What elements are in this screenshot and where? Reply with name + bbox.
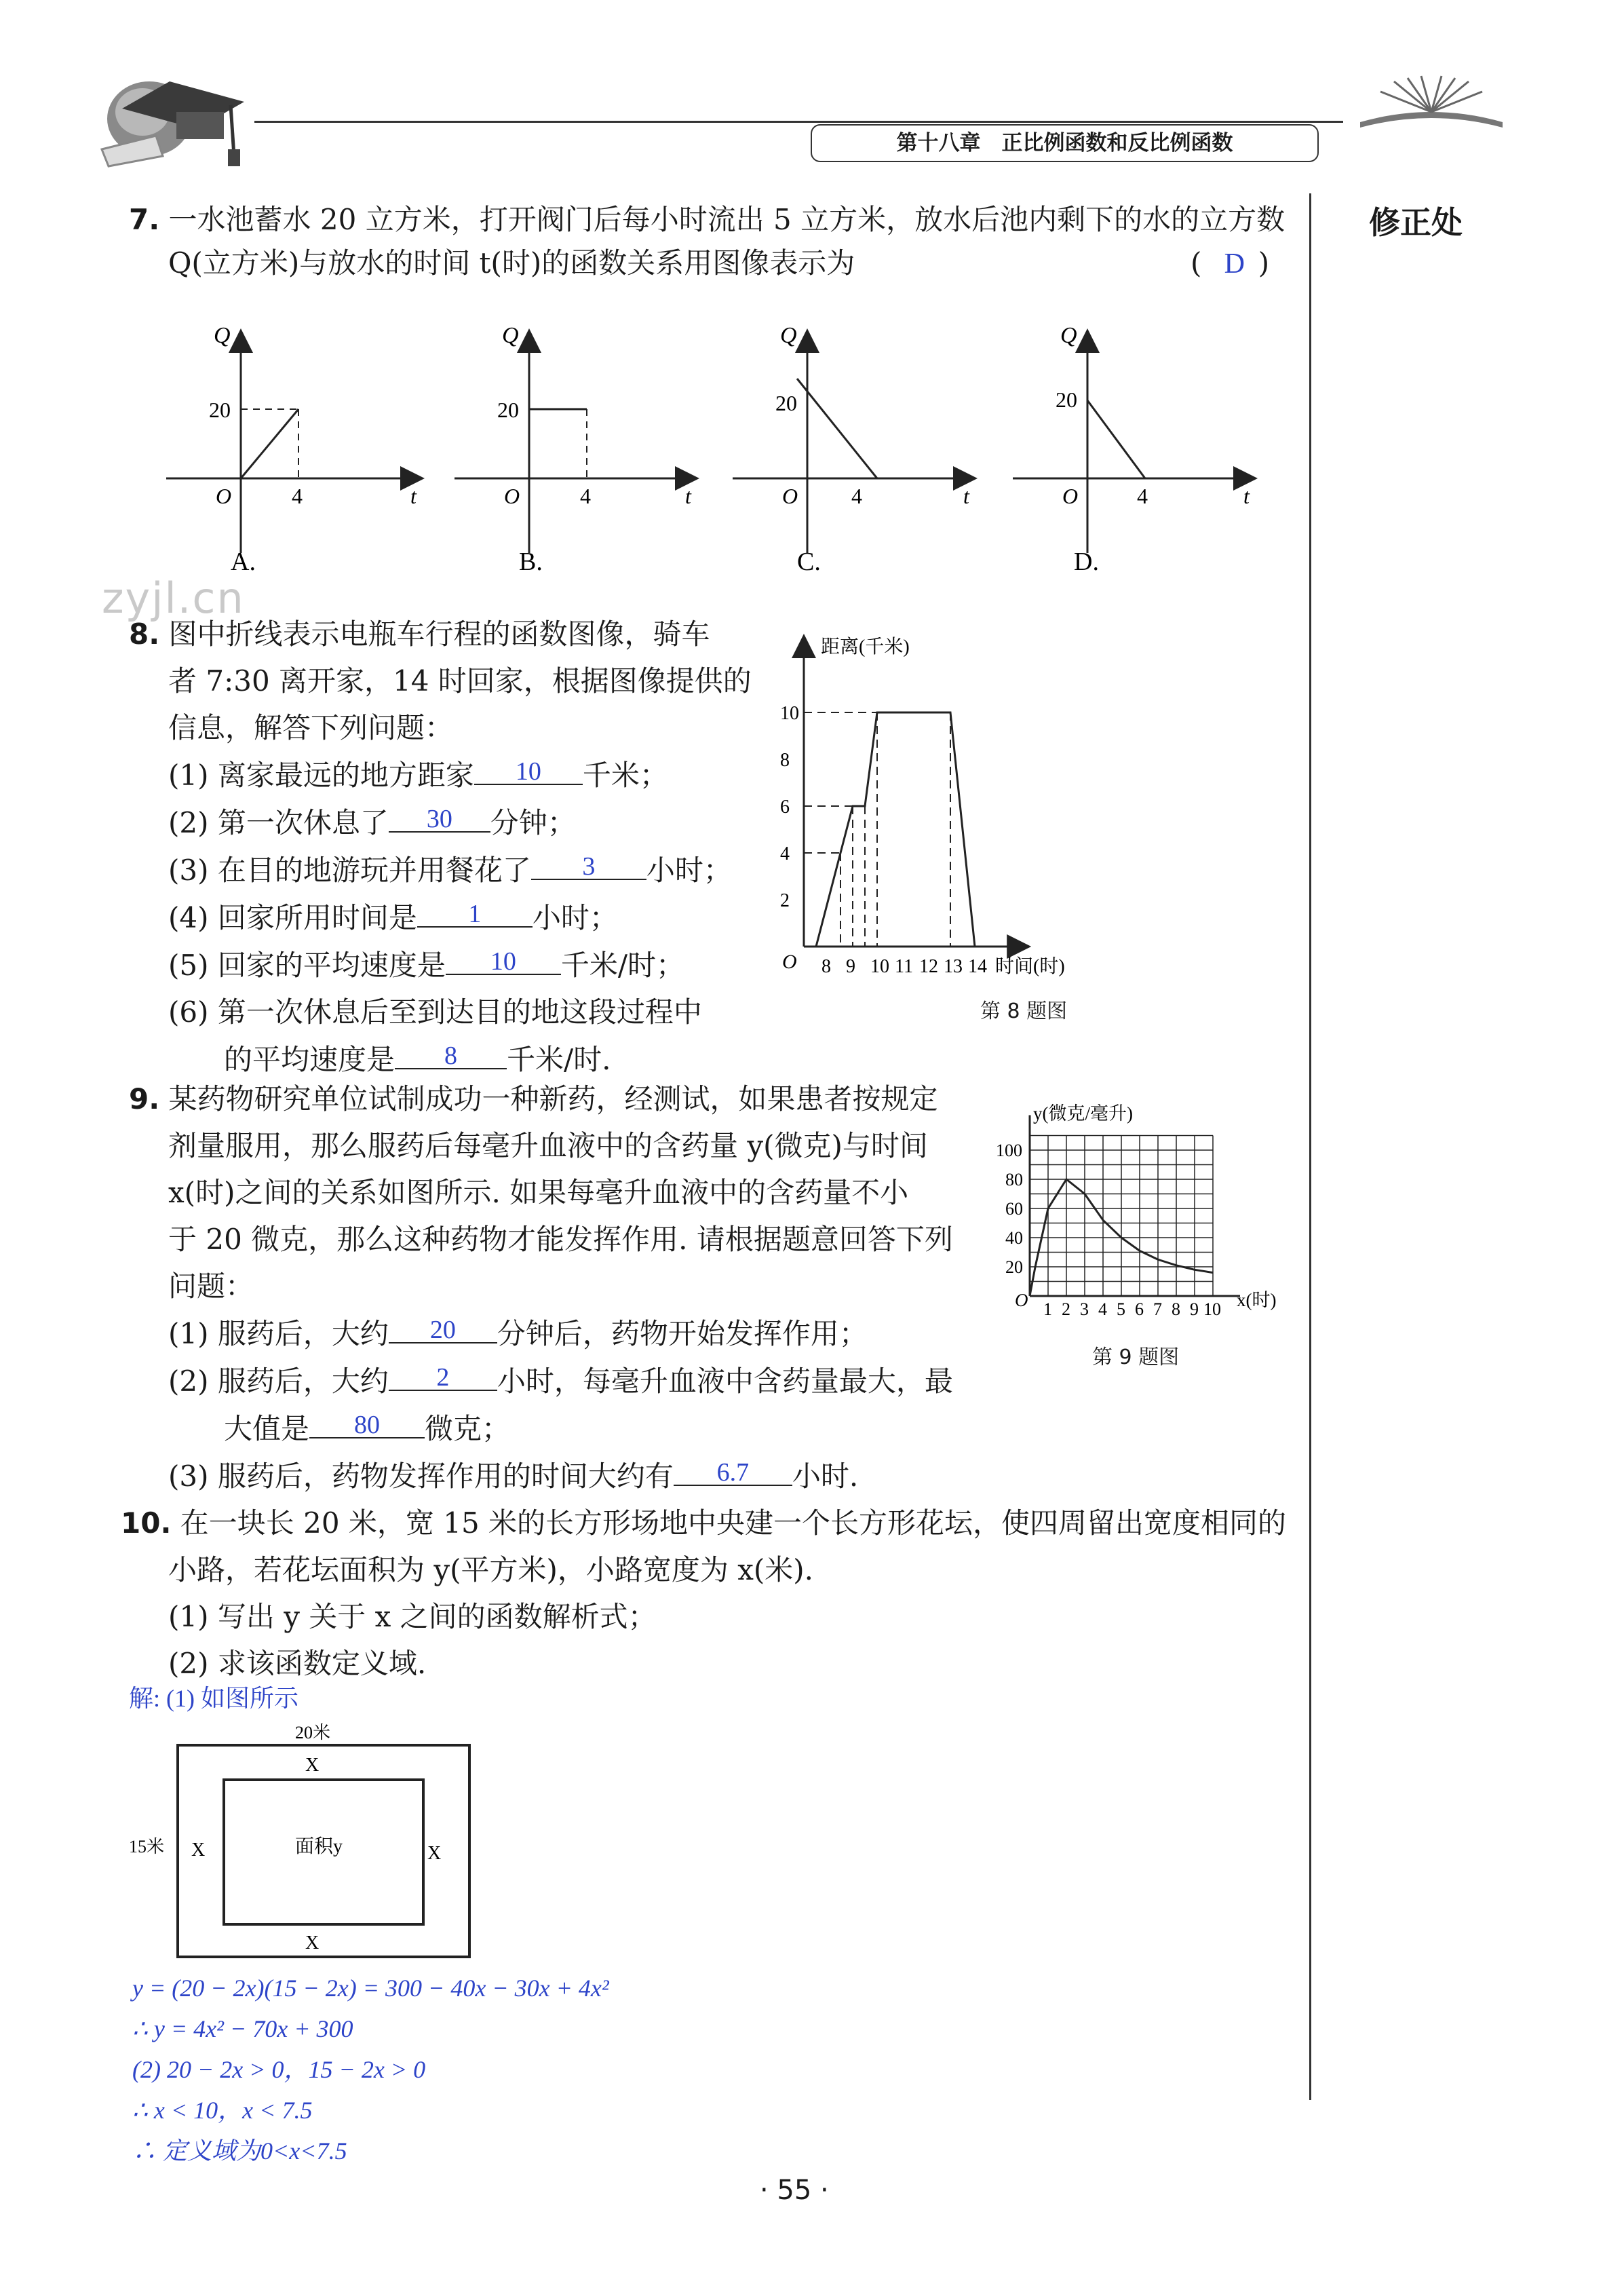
y-tick-label: 10 bbox=[780, 703, 799, 724]
q9-item-2b: 大值是 80 微克； bbox=[129, 1405, 984, 1452]
page-number: · 55 · bbox=[760, 2175, 829, 2206]
top-length-label: 20米 bbox=[295, 1723, 331, 1742]
q7-answer: D bbox=[1224, 248, 1245, 280]
q8-item-3: (3) 在目的地游玩并用餐花了 3 小时； bbox=[129, 846, 807, 894]
q7-c-4-label: 4 bbox=[851, 484, 862, 508]
x-tick-label: 9 bbox=[1190, 1299, 1199, 1319]
q7-b-option-label: B. bbox=[519, 548, 543, 576]
area-label: 面积y bbox=[295, 1836, 343, 1857]
q8-answer-3: 3 bbox=[582, 852, 596, 881]
solution-line-5: ∴ 定义域为0<x<7.5 bbox=[132, 2137, 347, 2165]
x-tick-label: 1 bbox=[1043, 1299, 1052, 1319]
q9-answer-3: 6.7 bbox=[716, 1458, 750, 1487]
origin-label: O bbox=[782, 951, 797, 973]
q8-answer-6: 8 bbox=[444, 1042, 458, 1070]
x-tick-label: 11 bbox=[895, 956, 913, 977]
x-tick-label: 2 bbox=[1062, 1299, 1070, 1319]
q7-b-t-label: t bbox=[685, 484, 691, 508]
q7-d-4-label: 4 bbox=[1137, 484, 1148, 508]
q7-line1: 一水池蓄水 20 立方米，打开阀门后每小时流出 5 立方米，放水后池内剩下的水的立方数 bbox=[168, 203, 1285, 236]
x-tick-label: 13 bbox=[944, 956, 963, 977]
x-tick-label: 5 bbox=[1117, 1299, 1125, 1319]
q7-a-o-label: O bbox=[216, 484, 232, 508]
q7-a-t-label: t bbox=[410, 484, 417, 508]
q8-caption: 第 8 题图 bbox=[980, 999, 1068, 1023]
x-tick-label: 9 bbox=[846, 956, 855, 977]
q8-item-1: (1) 离家最远的地方距家 10 千米； bbox=[129, 751, 807, 799]
q7-c-20-label: 20 bbox=[775, 391, 797, 415]
chapter-title: 第十八章 正比例函数和反比例函数 bbox=[896, 131, 1233, 155]
q8-text bbox=[129, 611, 807, 1083]
x-tick-label: 8 bbox=[1172, 1299, 1180, 1319]
q8-answer-4: 1 bbox=[468, 900, 482, 928]
q9-item-2: (2) 服药后，大约 2 小时，每毫升血液中含药量最大，最 bbox=[129, 1357, 984, 1405]
q8-item-6-line2: 的平均速度是 8 千米/时. bbox=[129, 1035, 807, 1083]
x-tick-label: 8 bbox=[821, 956, 831, 977]
q10-solution-lines bbox=[132, 1968, 609, 2171]
x-tick-label: 14 bbox=[968, 956, 987, 977]
solution-line-2: ∴ y = 4x² − 70x + 300 bbox=[132, 2015, 353, 2042]
q7-d-option-label: D. bbox=[1074, 548, 1099, 576]
q9-answer-1: 20 bbox=[429, 1316, 456, 1344]
q8-intro2: 者 7:30 离开家，14 时回家，根据图像提供的 bbox=[168, 664, 752, 698]
q8-intro1: 图中折线表示电瓶车行程的函数图像，骑车 bbox=[168, 617, 710, 651]
y-tick-label: 2 bbox=[780, 890, 790, 911]
top-x-label: X bbox=[305, 1755, 320, 1776]
q7-answer-bracket: ( D ) bbox=[1191, 242, 1285, 286]
q7-d-q-label: Q bbox=[1060, 323, 1077, 348]
q9-line4: 于 20 微克，那么这种药物才能发挥作用. 请根据题意回答下列 bbox=[168, 1223, 953, 1256]
q7-line2: Q(立方米)与放水的时间 t(时)的函数关系用图像表示为 bbox=[168, 246, 855, 280]
q9-number: 9. bbox=[129, 1082, 160, 1116]
q7-graph-c bbox=[722, 319, 1007, 590]
q8-item-2: (2) 第一次休息了 30 分钟； bbox=[129, 799, 807, 846]
y-tick-label: 6 bbox=[780, 797, 790, 818]
q10-solution-diagram bbox=[129, 1717, 482, 1961]
y-tick-label: 40 bbox=[1005, 1228, 1023, 1248]
q7-a-option-label: A. bbox=[231, 548, 256, 576]
q7-c-option-label: C. bbox=[797, 548, 821, 576]
bottom-x-label: X bbox=[305, 1932, 320, 1953]
sidebar-title: 修正处 bbox=[1369, 204, 1463, 241]
q10-text bbox=[121, 1500, 1301, 1687]
y-tick-label: 80 bbox=[1005, 1170, 1023, 1189]
q8-answer-5: 10 bbox=[490, 947, 516, 976]
q7-b-4-label: 4 bbox=[580, 484, 591, 508]
q9-line2: 剂量服用，那么服药后每毫升血液中的含药量 y(微克)与时间 bbox=[168, 1129, 928, 1162]
q7-graph-b bbox=[444, 319, 729, 590]
x-axis-label: x(时) bbox=[1237, 1290, 1277, 1310]
q7-c-t-label: t bbox=[963, 484, 969, 508]
solution-line-1: y = (20 − 2x)(15 − 2x) = 300 − 40x − 30x + 4x² bbox=[132, 1975, 609, 2002]
q8-intro3: 信息，解答下列问题： bbox=[168, 711, 454, 744]
q10-line2: 小路，若花坛面积为 y(平方米)，小路宽度为 x(米). bbox=[168, 1553, 814, 1586]
watermark: zyjl.cn bbox=[102, 573, 245, 623]
chapter-title-box bbox=[811, 124, 1319, 162]
q7-d-line bbox=[1087, 400, 1145, 478]
q7-b-20-label: 20 bbox=[497, 398, 519, 422]
y-tick-label: 8 bbox=[780, 750, 790, 771]
q10-line1: 在一块长 20 米，宽 15 米的长方形场地中央建一个长方形花坛，使四周留出宽度相同的 bbox=[180, 1506, 1287, 1540]
q8-number: 8. bbox=[129, 617, 160, 651]
q9-item-3: (3) 服药后，药物发挥作用的时间大约有 6.7 小时. bbox=[129, 1452, 984, 1500]
solution-line-3: (2) 20 − 2x > 0，15 − 2x > 0 bbox=[132, 2056, 426, 2083]
q7-b-o-label: O bbox=[504, 484, 520, 508]
q7-a-q-label: Q bbox=[214, 323, 231, 348]
y-tick-label: 4 bbox=[780, 843, 790, 864]
q9-line1: 某药物研究单位试制成功一种新药，经测试，如果患者按规定 bbox=[168, 1082, 938, 1116]
q7-graph-a bbox=[156, 319, 441, 590]
sidebar-divider bbox=[1309, 193, 1311, 2100]
q7-c-line bbox=[797, 379, 877, 478]
q8-item-4: (4) 回家所用时间是 1 小时； bbox=[129, 894, 807, 941]
right-x-label: X bbox=[427, 1843, 442, 1864]
q7-graph-d bbox=[1003, 319, 1288, 590]
q7-a-4-label: 4 bbox=[292, 484, 303, 508]
q7-d-o-label: O bbox=[1062, 484, 1079, 508]
q8-chart bbox=[773, 631, 1289, 984]
solution-line-4: ∴ x < 10，x < 7.5 bbox=[132, 2097, 313, 2124]
x-tick-label: 7 bbox=[1153, 1299, 1162, 1319]
q7-c-q-label: Q bbox=[780, 323, 797, 348]
left-x-label: X bbox=[191, 1839, 206, 1861]
q8-item-6-line1: (6) 第一次休息后至到达目的地这段过程中 bbox=[168, 995, 702, 1029]
y-tick-label: 20 bbox=[1005, 1257, 1023, 1277]
y-tick-label: 60 bbox=[1005, 1199, 1023, 1219]
q7-a-line bbox=[241, 409, 298, 478]
x-tick-label: 12 bbox=[919, 956, 938, 977]
q7-d-20-label: 20 bbox=[1056, 387, 1077, 412]
x-tick-label: 4 bbox=[1098, 1299, 1107, 1319]
x-tick-label: 3 bbox=[1080, 1299, 1089, 1319]
q9-answer-2b: 80 bbox=[354, 1411, 381, 1439]
q8-item-5: (5) 回家的平均速度是 10 千米/时； bbox=[129, 941, 807, 989]
x-tick-label: 10 bbox=[870, 956, 889, 977]
left-length-label: 15米 bbox=[129, 1837, 165, 1856]
q7-c-o-label: O bbox=[782, 484, 798, 508]
q7-d-t-label: t bbox=[1243, 484, 1250, 508]
y-tick-label: 100 bbox=[997, 1141, 1022, 1160]
q10-item1: (1) 写出 y 关于 x 之间的函数解析式； bbox=[168, 1600, 657, 1633]
q8-answer-2: 30 bbox=[426, 805, 452, 833]
q8-answer-1: 10 bbox=[515, 757, 541, 786]
q9-chart bbox=[997, 1099, 1296, 1330]
x-tick-label: 6 bbox=[1135, 1299, 1144, 1319]
header-graduation-cap-decoration bbox=[95, 54, 258, 170]
q10-number: 10. bbox=[121, 1506, 172, 1540]
q7-a-20-label: 20 bbox=[209, 398, 231, 422]
origin-label: O bbox=[1015, 1290, 1028, 1310]
q7-number: 7. bbox=[129, 203, 160, 236]
q9-caption: 第 9 题图 bbox=[1092, 1346, 1180, 1369]
q9-line3: x(时)之间的关系如图所示. 如果每毫升血液中的含药量不小 bbox=[168, 1176, 909, 1209]
q9-line5: 问题： bbox=[168, 1270, 254, 1303]
x-tick-label: 10 bbox=[1203, 1299, 1221, 1319]
q7-text bbox=[129, 198, 1296, 285]
header-book-decoration bbox=[1353, 75, 1509, 129]
y-axis-label: 距离(千米) bbox=[821, 636, 910, 657]
q10-solution-head: 解: (1) 如图所示 bbox=[129, 1685, 298, 1712]
q9-answer-2: 2 bbox=[436, 1363, 450, 1392]
x-axis-label: 时间(时) bbox=[995, 956, 1065, 977]
header-rule bbox=[254, 121, 1343, 123]
q7-b-q-label: Q bbox=[502, 323, 519, 348]
q10-item2: (2) 求该函数定义域. bbox=[168, 1647, 427, 1680]
y-axis-label: y(微克/毫升) bbox=[1033, 1103, 1133, 1124]
q9-item-1: (1) 服药后，大约 20 分钟后，药物开始发挥作用； bbox=[129, 1310, 984, 1357]
q9-text bbox=[129, 1075, 984, 1500]
